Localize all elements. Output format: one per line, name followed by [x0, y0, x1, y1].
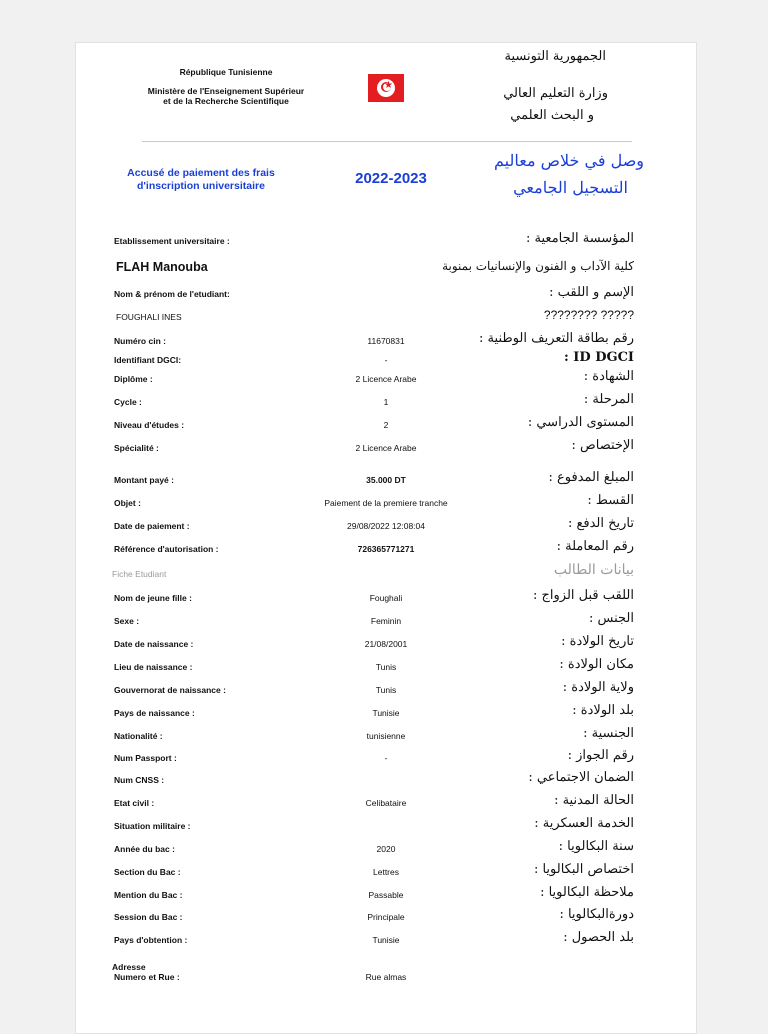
student-name-label: Nom & prénom de l'etudiant:	[114, 289, 230, 299]
auth-ref-label: Référence d'autorisation :	[114, 544, 219, 554]
receipt-title-ar-line2: التسجيل الجامعي	[513, 178, 628, 197]
payment-date-value: 29/08/2022 12:08:04	[347, 521, 425, 531]
level-value: 2	[383, 420, 389, 430]
ar-ministry-line2: و البحث العلمي	[510, 108, 594, 123]
payment-date-label: Date de paiement :	[114, 521, 190, 531]
dgci-label: Identifiant DGCI:	[114, 355, 182, 365]
header-divider	[142, 141, 632, 142]
civil-status-label-ar: الحالة المدنية :	[554, 793, 634, 808]
bac-session-label-ar: دورةالبكالويا :	[559, 907, 634, 922]
bac-section-value: Lettres	[373, 867, 399, 877]
cycle-label-ar: المرحلة :	[583, 392, 634, 407]
amount-label: Montant payé :	[114, 475, 174, 485]
passport-value: -	[384, 753, 388, 763]
student-sheet-title: Fiche Etudiant	[112, 569, 167, 579]
diploma-label: Diplôme :	[114, 374, 153, 384]
amount-value: 35.000 DT	[366, 475, 406, 485]
establishment-label-ar: المؤسسة الجامعية :	[526, 231, 634, 246]
receipt-title-fr	[96, 167, 306, 193]
cycle-value: 1	[383, 397, 389, 407]
nationality-label-ar: الجنسية :	[583, 726, 634, 741]
establishment-value-ar: كلية الآداب و الفنون والإنسانيات بمنوبة	[442, 259, 634, 273]
academic-year: 2022-2023	[355, 170, 427, 187]
bac-year-value: 2020	[376, 844, 396, 854]
birth-date-label: Date de naissance :	[114, 639, 194, 649]
auth-ref-value: 726365771271	[357, 544, 415, 554]
bac-mention-label-ar: ملاحظة البكالويا :	[540, 885, 634, 900]
establishment-label: Etablissement universitaire :	[114, 236, 230, 246]
sex-value: Feminin	[370, 616, 402, 626]
establishment-value-fr: FLAH Manouba	[116, 260, 208, 274]
object-label: Objet :	[114, 498, 141, 508]
passport-label: Num Passport :	[114, 753, 177, 763]
student-name-label-ar: الإسم و اللقب :	[549, 285, 634, 300]
cin-label-ar: رقم بطاقة التعريف الوطنية :	[479, 331, 634, 346]
cin-value: 11670831	[367, 336, 405, 346]
object-value: Paiement de la premiere tranche	[324, 498, 448, 508]
address-heading: Adresse	[112, 962, 146, 972]
receipt-title-fr-line1: Accusé de paiement des frais	[127, 167, 275, 179]
maiden-name-label: Nom de jeune fille :	[114, 593, 192, 603]
dgci-label-ar: : ID DGCI	[563, 350, 634, 365]
birth-place-label: Lieu de naissance :	[114, 662, 193, 672]
bac-country-value: Tunisie	[372, 935, 400, 945]
sex-label: Sexe :	[114, 616, 140, 626]
birth-date-label-ar: تاريخ الولادة :	[561, 634, 634, 649]
sex-label-ar: الجنس :	[589, 611, 634, 626]
fr-country: République Tunisienne	[179, 67, 273, 77]
object-label-ar: القسط :	[587, 493, 634, 508]
bac-country-label-ar: بلد الحصول :	[563, 930, 634, 945]
maiden-name-label-ar: اللقب قبل الزواج :	[532, 588, 634, 603]
birth-place-label-ar: مكان الولادة :	[559, 657, 634, 672]
dgci-value: -	[384, 355, 388, 365]
cnss-label-ar: الضمان الاجتماعي :	[528, 770, 634, 785]
bac-session-value: Principale	[367, 912, 405, 922]
bac-section-label-ar: اختصاص البكالويا :	[533, 862, 634, 877]
level-label: Niveau d'études :	[114, 420, 185, 430]
birth-place-value: Tunis	[375, 662, 397, 672]
student-name-value-fr: FOUGHALI INES	[116, 312, 182, 322]
fr-ministry-line1: Ministère de l'Enseignement Supérieur	[147, 86, 305, 96]
student-name-value-ar: ???????? ?????	[543, 308, 634, 322]
level-label-ar: المستوى الدراسي :	[527, 415, 634, 430]
ar-ministry-line1: وزارة التعليم العالي	[503, 86, 608, 101]
birth-country-label: Pays de naissance :	[114, 708, 195, 718]
student-sheet-title-ar: بيانات الطالب	[553, 562, 634, 578]
receipt-title-fr-line2: d'inscription universitaire	[137, 180, 265, 192]
receipt-page	[75, 42, 697, 1034]
bac-year-label: Année du bac :	[114, 844, 175, 854]
auth-ref-label-ar: رقم المعاملة :	[556, 539, 634, 554]
bac-mention-value: Passable	[368, 890, 404, 900]
birth-governorate-label-ar: ولاية الولادة :	[562, 680, 634, 695]
birth-date-value: 21/08/2001	[364, 639, 408, 649]
street-label: Numero et Rue :	[114, 972, 180, 982]
cin-label: Numéro cin :	[114, 336, 166, 346]
cycle-label: Cycle :	[114, 397, 142, 407]
payment-date-label-ar: تاريخ الدفع :	[567, 516, 634, 531]
civil-status-label: Etat civil :	[114, 798, 155, 808]
nationality-value: tunisienne	[366, 731, 406, 741]
maiden-name-value: Foughali	[369, 593, 403, 603]
specialty-label-ar: الإختصاص :	[571, 438, 634, 453]
diploma-label-ar: الشهادة :	[583, 369, 634, 384]
street-value: Rue almas	[365, 972, 407, 982]
bac-session-label: Session du Bac :	[114, 912, 183, 922]
bac-year-label-ar: سنة البكالويا :	[558, 839, 634, 854]
specialty-label: Spécialité :	[114, 443, 159, 453]
amount-label-ar: المبلغ المدفوع :	[548, 470, 634, 485]
birth-country-value: Tunisie	[372, 708, 400, 718]
nationality-label: Nationalité :	[114, 731, 163, 741]
birth-country-label-ar: بلد الولادة :	[572, 703, 634, 718]
birth-governorate-value: Tunis	[375, 685, 397, 695]
fr-ministry-line2: et de la Recherche Scientifique	[163, 96, 289, 106]
bac-section-label: Section du Bac :	[114, 867, 181, 877]
passport-label-ar: رقم الجواز :	[567, 748, 634, 763]
bac-mention-label: Mention du Bac :	[114, 890, 183, 900]
civil-status-value: Celibataire	[365, 798, 407, 808]
specialty-value: 2 Licence Arabe	[355, 443, 417, 453]
military-status-label: Situation militaire :	[114, 821, 191, 831]
ar-country: الجمهورية التونسية	[504, 49, 606, 64]
birth-governorate-label: Gouvernorat de naissance :	[114, 685, 226, 695]
bac-country-label: Pays d'obtention :	[114, 935, 188, 945]
receipt-title-ar-line1: وصل في خلاص معاليم	[494, 151, 644, 170]
tunisia-flag-icon: ★	[368, 74, 404, 102]
military-status-label-ar: الخدمة العسكرية :	[534, 816, 634, 831]
cnss-label: Num CNSS :	[114, 775, 165, 785]
diploma-value: 2 Licence Arabe	[355, 374, 417, 384]
